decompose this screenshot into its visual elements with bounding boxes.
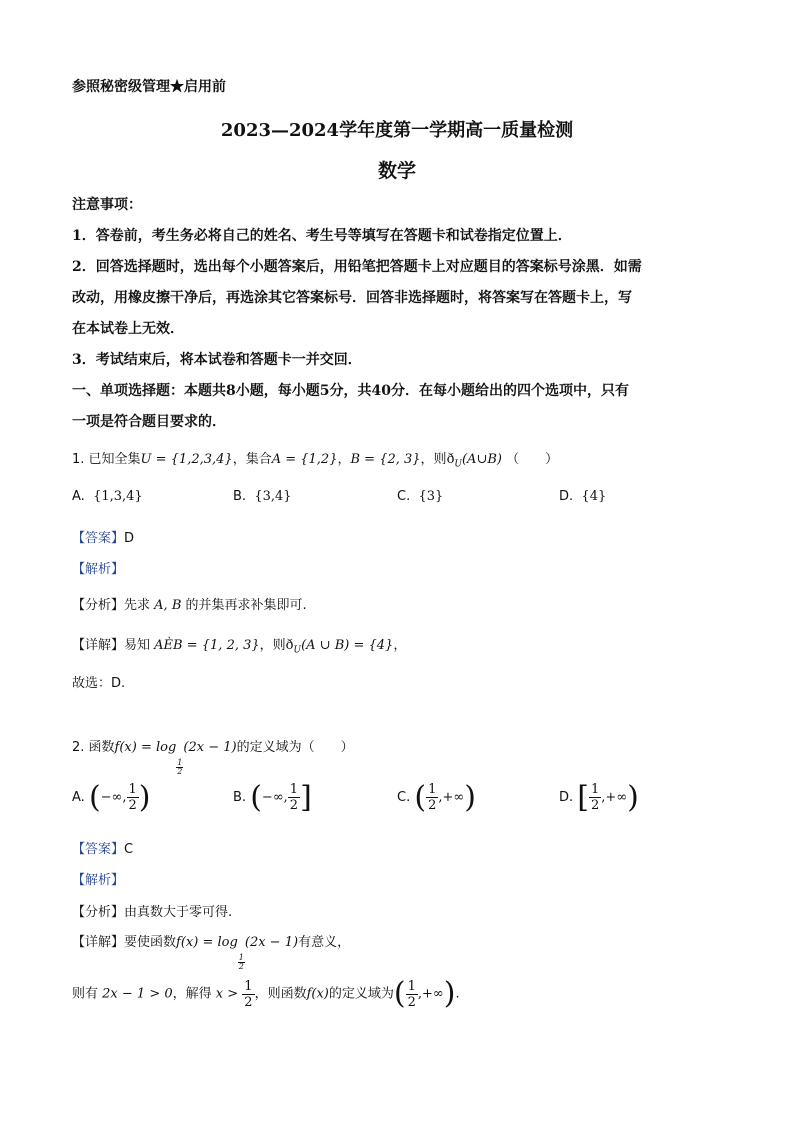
subject-title: 数学 (377, 160, 416, 182)
log-base-denominator: 2 (238, 962, 244, 971)
interval-right: ,+∞ (438, 790, 465, 805)
option-label: C. (397, 790, 411, 805)
fenxi-tag: 【分析】 (72, 905, 125, 920)
fraction-numerator: 1 (591, 782, 600, 797)
q1-mid-text: ，集合 (232, 452, 272, 467)
option-value: {4} (581, 489, 607, 504)
answer-tag: 【答案】 (72, 842, 125, 857)
q1-option-b (233, 489, 292, 504)
q1-complement-symbol: ð (446, 452, 455, 467)
q2-option-a (72, 780, 151, 815)
interval-right: ,+∞ (417, 986, 444, 1002)
q1-universal-set: U = {1,2,3,4} (140, 452, 233, 467)
q2-suffix: 的定义域为（ ） (236, 740, 354, 755)
option-label: A. (72, 489, 85, 504)
note-item-2-line-1: 2．回答选择题时，选出每个小题答案后，用铅笔把答题卡上对应题目的答案标号涂黑．如需 (72, 259, 642, 275)
fraction-denominator: 2 (289, 798, 299, 813)
note-item-1: 1．答卷前，考生务必将自己的姓名、考生号等填写在答题卡和试卷指定位置上． (72, 228, 572, 244)
q2-log-base (176, 759, 183, 776)
interval-left: −∞, (261, 790, 288, 805)
fenxi-text: 先求 (124, 598, 151, 613)
q1-option-d (559, 489, 606, 504)
q1-complement-sub: U (454, 459, 462, 470)
interval-open: ( (88, 780, 101, 815)
fraction-denominator: 2 (128, 798, 137, 813)
note-item-2-line-3: 在本试卷上无效． (72, 321, 184, 337)
domain-fraction (406, 980, 418, 1009)
solution-inequality: 2x − 1 > 0 (102, 986, 173, 1002)
q1-paren: （ ） (506, 452, 559, 467)
q2-analysis-tag: 【解析】 (72, 873, 125, 888)
fraction-numerator: 1 (428, 782, 437, 797)
interval-fraction (127, 783, 139, 812)
q1-then: ，则 (420, 452, 447, 467)
section-heading-line-2: 一项是符合题目要求的． (72, 414, 226, 430)
q2-answer (72, 838, 133, 857)
fraction-denominator: 2 (428, 798, 437, 813)
log-base-numerator: 1 (238, 953, 244, 962)
answer-value: C (124, 842, 134, 857)
fraction-denominator: 2 (407, 994, 416, 1010)
interval-left: −∞, (100, 790, 127, 805)
section-heading-line-1: 一、单项选择题：本题共8小题，每小题5分，共40分．在每小题给出的四个选项中，只有 (72, 383, 629, 399)
detail-log-argument: (2x − 1) (244, 935, 299, 950)
solution-text: ，则函数 (254, 986, 307, 1002)
fraction-numerator: 1 (244, 978, 253, 994)
detail-comma: ， (393, 638, 407, 653)
interval-right: ,+∞ (601, 790, 628, 805)
solution-x: x > (215, 986, 239, 1002)
fraction-denominator: 2 (244, 994, 253, 1010)
solution-period: . (455, 986, 460, 1002)
solution-function: f(x) (306, 986, 329, 1002)
option-label: B. (233, 489, 247, 504)
secret-note: 参照秘密级管理★启用前 (72, 79, 226, 95)
option-label: A. (72, 790, 85, 805)
option-label: D. (559, 790, 574, 805)
answer-value: D (124, 531, 135, 546)
note-item-3: 3．考试结束后，将本试卷和答题卡一并交回． (72, 352, 362, 368)
q2-solution-line (72, 976, 460, 1013)
exam-title: 2023—2024学年度第一学期高一质量检测 (220, 120, 574, 141)
interval-close: ] (300, 780, 312, 815)
option-label: C. (397, 489, 411, 504)
fraction-numerator: 1 (407, 978, 416, 994)
detail-function: f(x) = log (176, 935, 238, 950)
q2-option-b (233, 780, 312, 815)
q2-prefix: 2. 函数 (72, 740, 115, 755)
solution-text: 则有 (72, 986, 99, 1002)
detail-text-end: 有意义， (298, 935, 351, 950)
q1-conclusion: 故选：D. (72, 676, 126, 691)
q2-log-argument: (2x − 1) (183, 740, 237, 755)
fenxi-vars: A, B (154, 598, 182, 613)
q1-answer (72, 527, 134, 546)
option-label: D. (559, 489, 574, 504)
detail-tag: 【详解】 (72, 638, 125, 653)
q2-option-c (397, 780, 476, 815)
option-value: {3} (418, 489, 444, 504)
interval-fraction (288, 783, 300, 812)
interval-close: ) (138, 780, 151, 815)
detail-tag: 【详解】 (72, 935, 125, 950)
interval-open: [ (577, 780, 590, 815)
note-item-2-line-2: 改动，用橡皮擦干净后，再选涂其它答案标号．回答非选择题时，将答案写在答题卡上，写 (72, 290, 632, 306)
q1-fenxi (72, 594, 307, 613)
detail-log-base (238, 954, 245, 971)
question-2-stem (72, 733, 354, 776)
fraction-numerator: 1 (289, 782, 299, 797)
q1-set-b: B = {2, 3} (350, 452, 421, 467)
q2-function: f(x) = log (114, 740, 177, 755)
q1-prefix: 1. 已知全集 (72, 452, 141, 467)
q2-fenxi (72, 901, 232, 920)
interval-close: ) (627, 780, 639, 815)
solution-text: ，解得 (172, 986, 212, 1002)
log-base-denominator: 2 (177, 767, 183, 776)
q1-option-c (397, 489, 443, 504)
interval-close: ) (464, 780, 476, 815)
log-base-numerator: 1 (177, 758, 183, 767)
interval-open: ( (250, 780, 262, 815)
solution-text: 的定义域为 (328, 986, 394, 1002)
q1-union-expr: (A∪B) (461, 452, 502, 467)
detail-text: 易知 (124, 638, 151, 653)
fenxi-text-end: 的并集再求补集即可. (185, 598, 307, 613)
detail-then: ，则 (259, 638, 286, 653)
interval-open: ( (393, 976, 406, 1011)
fraction-denominator: 2 (591, 798, 600, 813)
interval-close: ) (443, 976, 456, 1011)
detail-complement-sub: U (293, 645, 302, 656)
q1-separator: ， (337, 452, 351, 467)
fenxi-text: 由真数大于零可得. (124, 905, 233, 920)
option-label: B. (233, 790, 247, 805)
interval-fraction (426, 783, 438, 812)
option-value: {3,4} (254, 489, 292, 504)
detail-complement-symbol: ð (285, 638, 294, 653)
interval-open: ( (414, 780, 427, 815)
solution-fraction (242, 980, 254, 1009)
fenxi-tag: 【分析】 (72, 598, 125, 613)
q1-detail (72, 634, 406, 656)
option-value: {1,3,4} (93, 489, 143, 504)
q1-option-a (72, 489, 143, 504)
q2-detail (72, 928, 350, 971)
notes-heading: 注意事项： (72, 197, 142, 213)
q2-option-d (559, 780, 639, 815)
detail-text: 要使函数 (124, 935, 177, 950)
fraction-numerator: 1 (128, 782, 137, 797)
interval-fraction (589, 783, 601, 812)
detail-complement-result: (A ∪ B) = {4} (301, 638, 394, 653)
q1-analysis-tag: 【解析】 (72, 562, 125, 577)
detail-union-result: AÈB = {1, 2, 3} (154, 638, 260, 653)
q1-set-a: A = {1,2} (271, 452, 338, 467)
question-1-stem (72, 448, 558, 470)
answer-tag: 【答案】 (72, 531, 125, 546)
